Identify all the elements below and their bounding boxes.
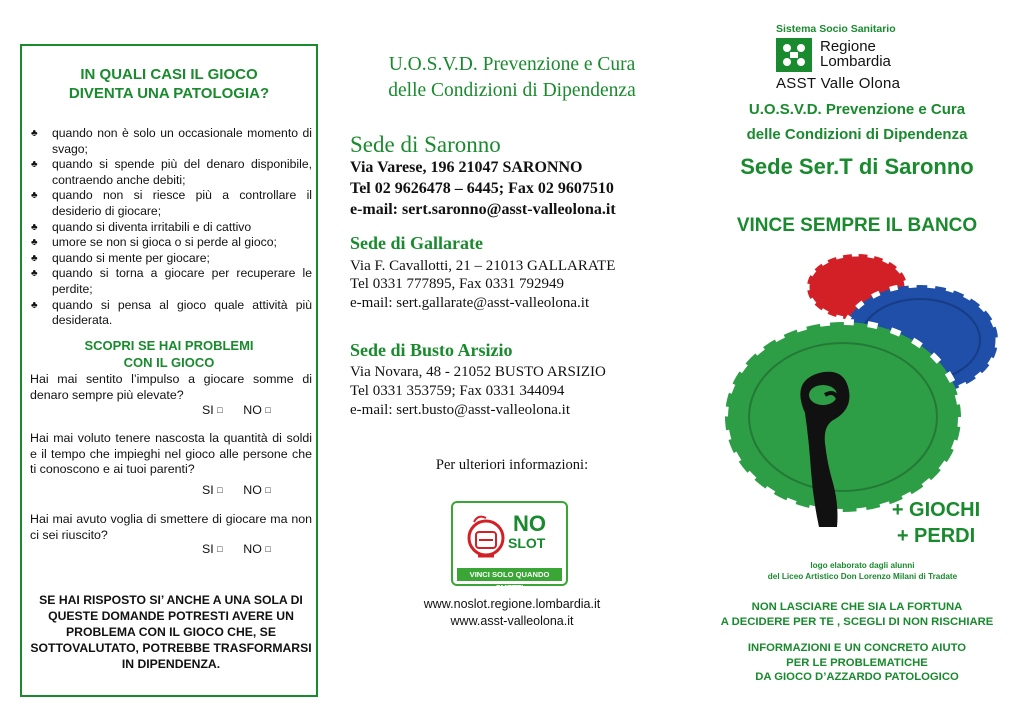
middle-heading: U.O.S.V.D. Prevenzione e Cura delle Condizioni di Dipendenza	[388, 54, 636, 101]
yes-option: SI	[202, 403, 214, 417]
answer-2	[202, 483, 271, 498]
saronno-phone: Tel 02 9626478 – 6445; Fax 02 9607510	[350, 180, 614, 197]
saronno-title: Sede di Saronno	[350, 132, 501, 157]
green-chip-icon	[725, 322, 961, 512]
club-bullet-icon: ♣	[31, 237, 38, 249]
yes-checkbox[interactable]: □	[217, 405, 223, 415]
no-option: NO	[243, 483, 262, 497]
sert-title: Sede Ser.T di Saronno	[740, 154, 974, 179]
busto-title: Sede di Busto Arsizio	[350, 340, 513, 360]
answer-1	[202, 403, 271, 418]
vince-title: VINCE SEMPRE IL BANCO	[736, 215, 978, 236]
sistema-label: Sistema Socio Sanitario	[776, 23, 896, 35]
question-2: Hai mai voluto tenere nascosta la quantità di soldi e il tempo che impieghi nel gioco alle persone che ti conoscono e ai tuoi parenti?	[30, 431, 312, 477]
quiz-title: SCOPRI SE HAI PROBLEMI CON IL GIOCO	[84, 338, 254, 370]
asst-url[interactable]: www.asst-valleolona.it	[450, 614, 574, 628]
busto-email[interactable]: e-mail: sert.busto@asst-valleolona.it	[350, 402, 571, 418]
conclusion-text: SE HAI RISPOSTO SI’ ANCHE A UNA SOLA DI QUESTE DOMANDE POTRESTI AVERE UN PROBLEMA CON IL GIOCO CHE, SE SOTTOVALUTATO, POTREBBE TRASFORMARSI IN DIPENDENZA.	[30, 593, 312, 671]
list-item: ♣ quando non è solo un occasionale momento di svago;	[31, 126, 312, 156]
question-1: Hai mai sentito l’impulso a giocare somme di denaro sempre più elevate?	[30, 372, 312, 402]
aiuto-message: INFORMAZIONI E UN CONCRETO AIUTO PER LE PROBLEMATICHE DA GIOCO D’AZZARDO PATOLOGICO	[747, 642, 967, 683]
busto-phone: Tel 0331 353759; Fax 0331 344094	[350, 383, 565, 399]
busto-address: Via Novara, 48 - 21052 BUSTO ARSIZIO	[350, 364, 606, 380]
club-bullet-icon: ♣	[31, 268, 38, 280]
no-checkbox[interactable]: □	[265, 485, 271, 495]
regione-lombardia-logo-icon	[776, 38, 812, 72]
left-panel	[20, 44, 318, 697]
logo-slot-text: SLOT	[508, 535, 546, 551]
list-item: ♣ quando si torna a giocare per recuperare le perdite;	[31, 266, 312, 296]
gallarate-title: Sede di Gallarate	[350, 233, 483, 253]
club-bullet-icon: ♣	[31, 252, 38, 264]
no-checkbox[interactable]: □	[265, 405, 271, 415]
answer-3	[202, 542, 271, 557]
club-bullet-icon: ♣	[31, 190, 38, 202]
club-bullet-icon: ♣	[31, 128, 38, 139]
fortuna-message: NON LASCIARE CHE SIA LA FORTUNA A DECIDERE PER TE , SCEGLI DI NON RISCHIARE	[720, 601, 994, 628]
yes-option: SI	[202, 483, 214, 497]
list-item: ♣ umore se non si gioca o si perde al gioco;	[31, 235, 277, 250]
right-heading: U.O.S.V.D. Prevenzione e Cura delle Condizioni di Dipendenza	[746, 101, 968, 143]
yes-checkbox[interactable]: □	[217, 485, 223, 495]
no-option: NO	[243, 403, 262, 417]
list-item: ♣ quando si pensa al gioco quale attività più desiderata.	[31, 297, 312, 328]
list-item: ♣ quando si spende più del denaro disponibile, contraendo anche debiti;	[31, 157, 312, 187]
yes-option: SI	[202, 542, 214, 556]
yes-checkbox[interactable]: □	[217, 544, 223, 554]
saronno-address: Via Varese, 196 21047 SARONNO	[350, 159, 583, 176]
noslot-logo[interactable]	[451, 501, 568, 592]
gallarate-address: Via F. Cavallotti, 21 – 21013 GALLARATE	[350, 258, 616, 274]
question-3: Hai mai avuto voglia di smettere di giocare ma non ci sei riuscito?	[30, 512, 312, 542]
saronno-email[interactable]: e-mail: sert.saronno@asst-valleolona.it	[350, 201, 616, 218]
giochi-perdi-slogan: + GIOCHI + PERDI	[891, 499, 981, 547]
regione-name: Regione Lombardia	[820, 38, 891, 70]
no-checkbox[interactable]: □	[265, 544, 271, 554]
club-bullet-icon: ♣	[31, 159, 38, 171]
club-bullet-icon: ♣	[31, 221, 38, 233]
list-item: ♣ quando non si riesce più a controllare il desiderio di giocare;	[31, 188, 312, 218]
logo-tagline: VINCI SOLO QUANDO SMETTI	[457, 568, 562, 581]
noslot-url[interactable]: www.noslot.regione.lombardia.it	[423, 597, 601, 611]
club-bullet-icon: ♣	[31, 299, 38, 311]
list-item: ♣ quando si diventa irritabili e di cattivo	[31, 219, 252, 234]
asst-name: ASST Valle Olona	[776, 75, 901, 92]
gallarate-phone: Tel 0331 777895, Fax 0331 792949	[350, 276, 564, 292]
no-option: NO	[243, 542, 262, 556]
list-item: ♣ quando si mente per giocare;	[31, 250, 210, 265]
patologia-title: IN QUALI CASI IL GIOCO DIVENTA UNA PATOLOGIA?	[68, 66, 270, 102]
symptoms-list	[30, 126, 312, 329]
logo-credit: logo elaborato dagli alunni del Liceo Artistico Don Lorenzo Milani di Tradate	[767, 561, 958, 581]
logo-no-text: NO	[513, 511, 546, 536]
info-label: Per ulteriori informazioni:	[435, 457, 589, 473]
gallarate-email[interactable]: e-mail: sert.gallarate@asst-valleolona.it	[350, 295, 590, 311]
